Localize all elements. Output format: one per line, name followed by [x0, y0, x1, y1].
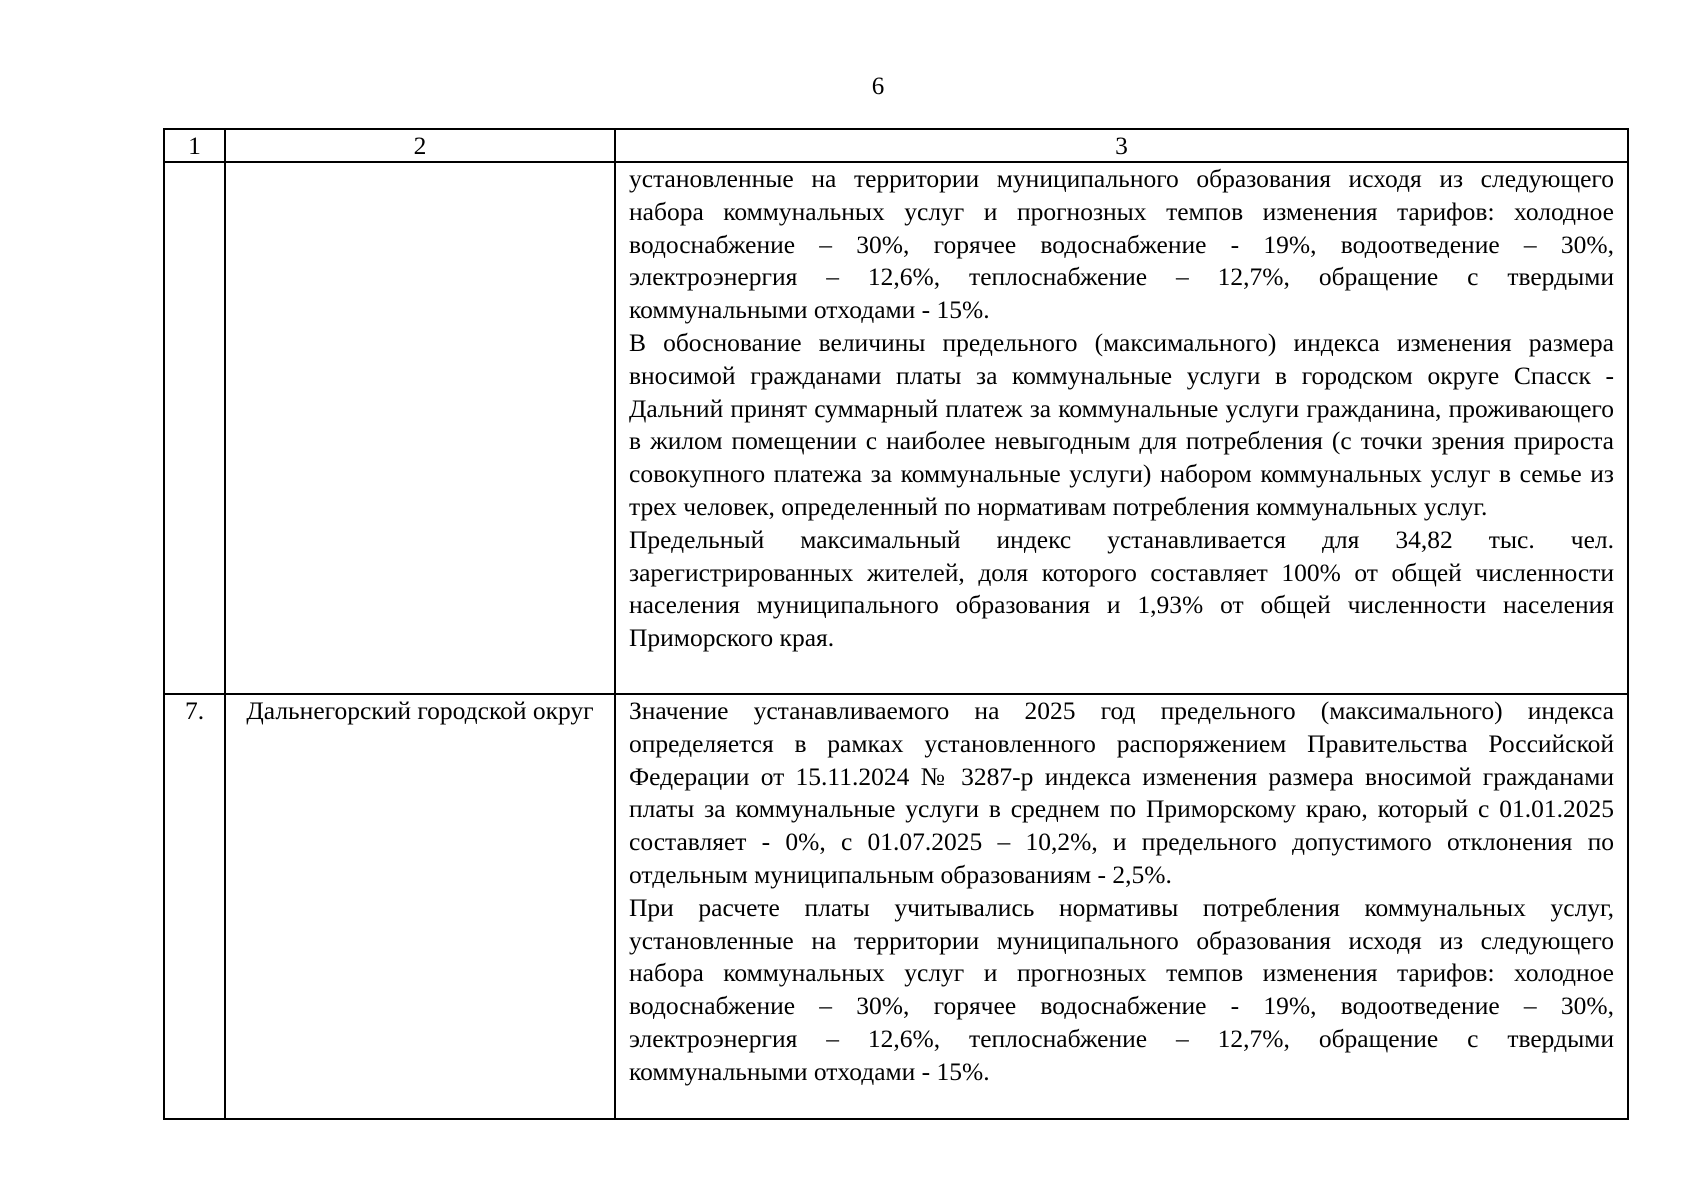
header-cell-1: 1: [164, 129, 225, 162]
services-table: [163, 128, 1629, 1120]
paragraph: В обоснование величины предельного (максимального) индекса изменения размера вносимой гражданами платы за коммунальные услуги в городском округе Спасск - Дальний принят суммарный платеж за коммунальные услуги гражданина, проживающего в жилом помещении с наиболее невыгодным для потребления (с точки зрения прироста совокупного платежа за коммунальные услуги) набором коммунальных услуг в семье из трех человек, определенный по нормативам потребления коммунальных услуг.: [629, 327, 1614, 521]
header-cell-3: 3: [615, 129, 1628, 162]
page-number: 6: [871, 73, 885, 100]
row-description: [615, 694, 1628, 1119]
row-municipality-name: [225, 162, 615, 694]
table-row: [164, 694, 1628, 1119]
row-number: [164, 162, 225, 694]
row-description: [615, 162, 1628, 694]
paragraph: При расчете платы учитывались нормативы потребления коммунальных услуг, установленные на территории муниципального образования исходя из следующего набора коммунальных услуг и прогнозных темпов изменения тарифов: холодное водоснабжение – 30%, горячее водоснабжение - 19%, водоотведение – 30%, электроэнергия – 12,6%, теплоснабжение – 12,7%, обращение с твердыми коммунальными отходами - 15%.: [629, 892, 1614, 1086]
header-cell-2: 2: [225, 129, 615, 162]
paragraph: Предельный максимальный индекс устанавливается для 34,82 тыс. чел. зарегистрированных жителей, доля которого составляет 100% от общей численности населения муниципального образования и 1,93% от общей численности населения Приморского края.: [629, 524, 1614, 653]
paragraph: Значение устанавливаемого на 2025 год предельного (максимального) индекса определяется в рамках установленного распоряжением Правительства Российской Федерации от 15.11.2024 № 3287-р индекса изменения размера вносимой гражданами платы за коммунальные услуги в среднем по Приморскому краю, который с 01.01.2025 составляет - 0%, с 01.07.2025 – 10,2%, и предельного допустимого отклонения по отдельным муниципальным образованиям - 2,5%.: [629, 696, 1614, 889]
table-row: [164, 162, 1628, 694]
table-header-row: [164, 129, 1628, 162]
row-number: 7.: [164, 694, 225, 1119]
paragraph: установленные на территории муниципального образования исходя из следующего набора коммунальных услуг и прогнозных темпов изменения тарифов: холодное водоснабжение – 30%, горячее водоснабжение - 19%, водоотведение – 30%, электроэнергия – 12,6%, теплоснабжение – 12,7%, обращение с твердыми коммунальными отходами - 15%.: [629, 164, 1614, 325]
row-municipality-name: Дальнегорский городской округ: [225, 694, 615, 1119]
